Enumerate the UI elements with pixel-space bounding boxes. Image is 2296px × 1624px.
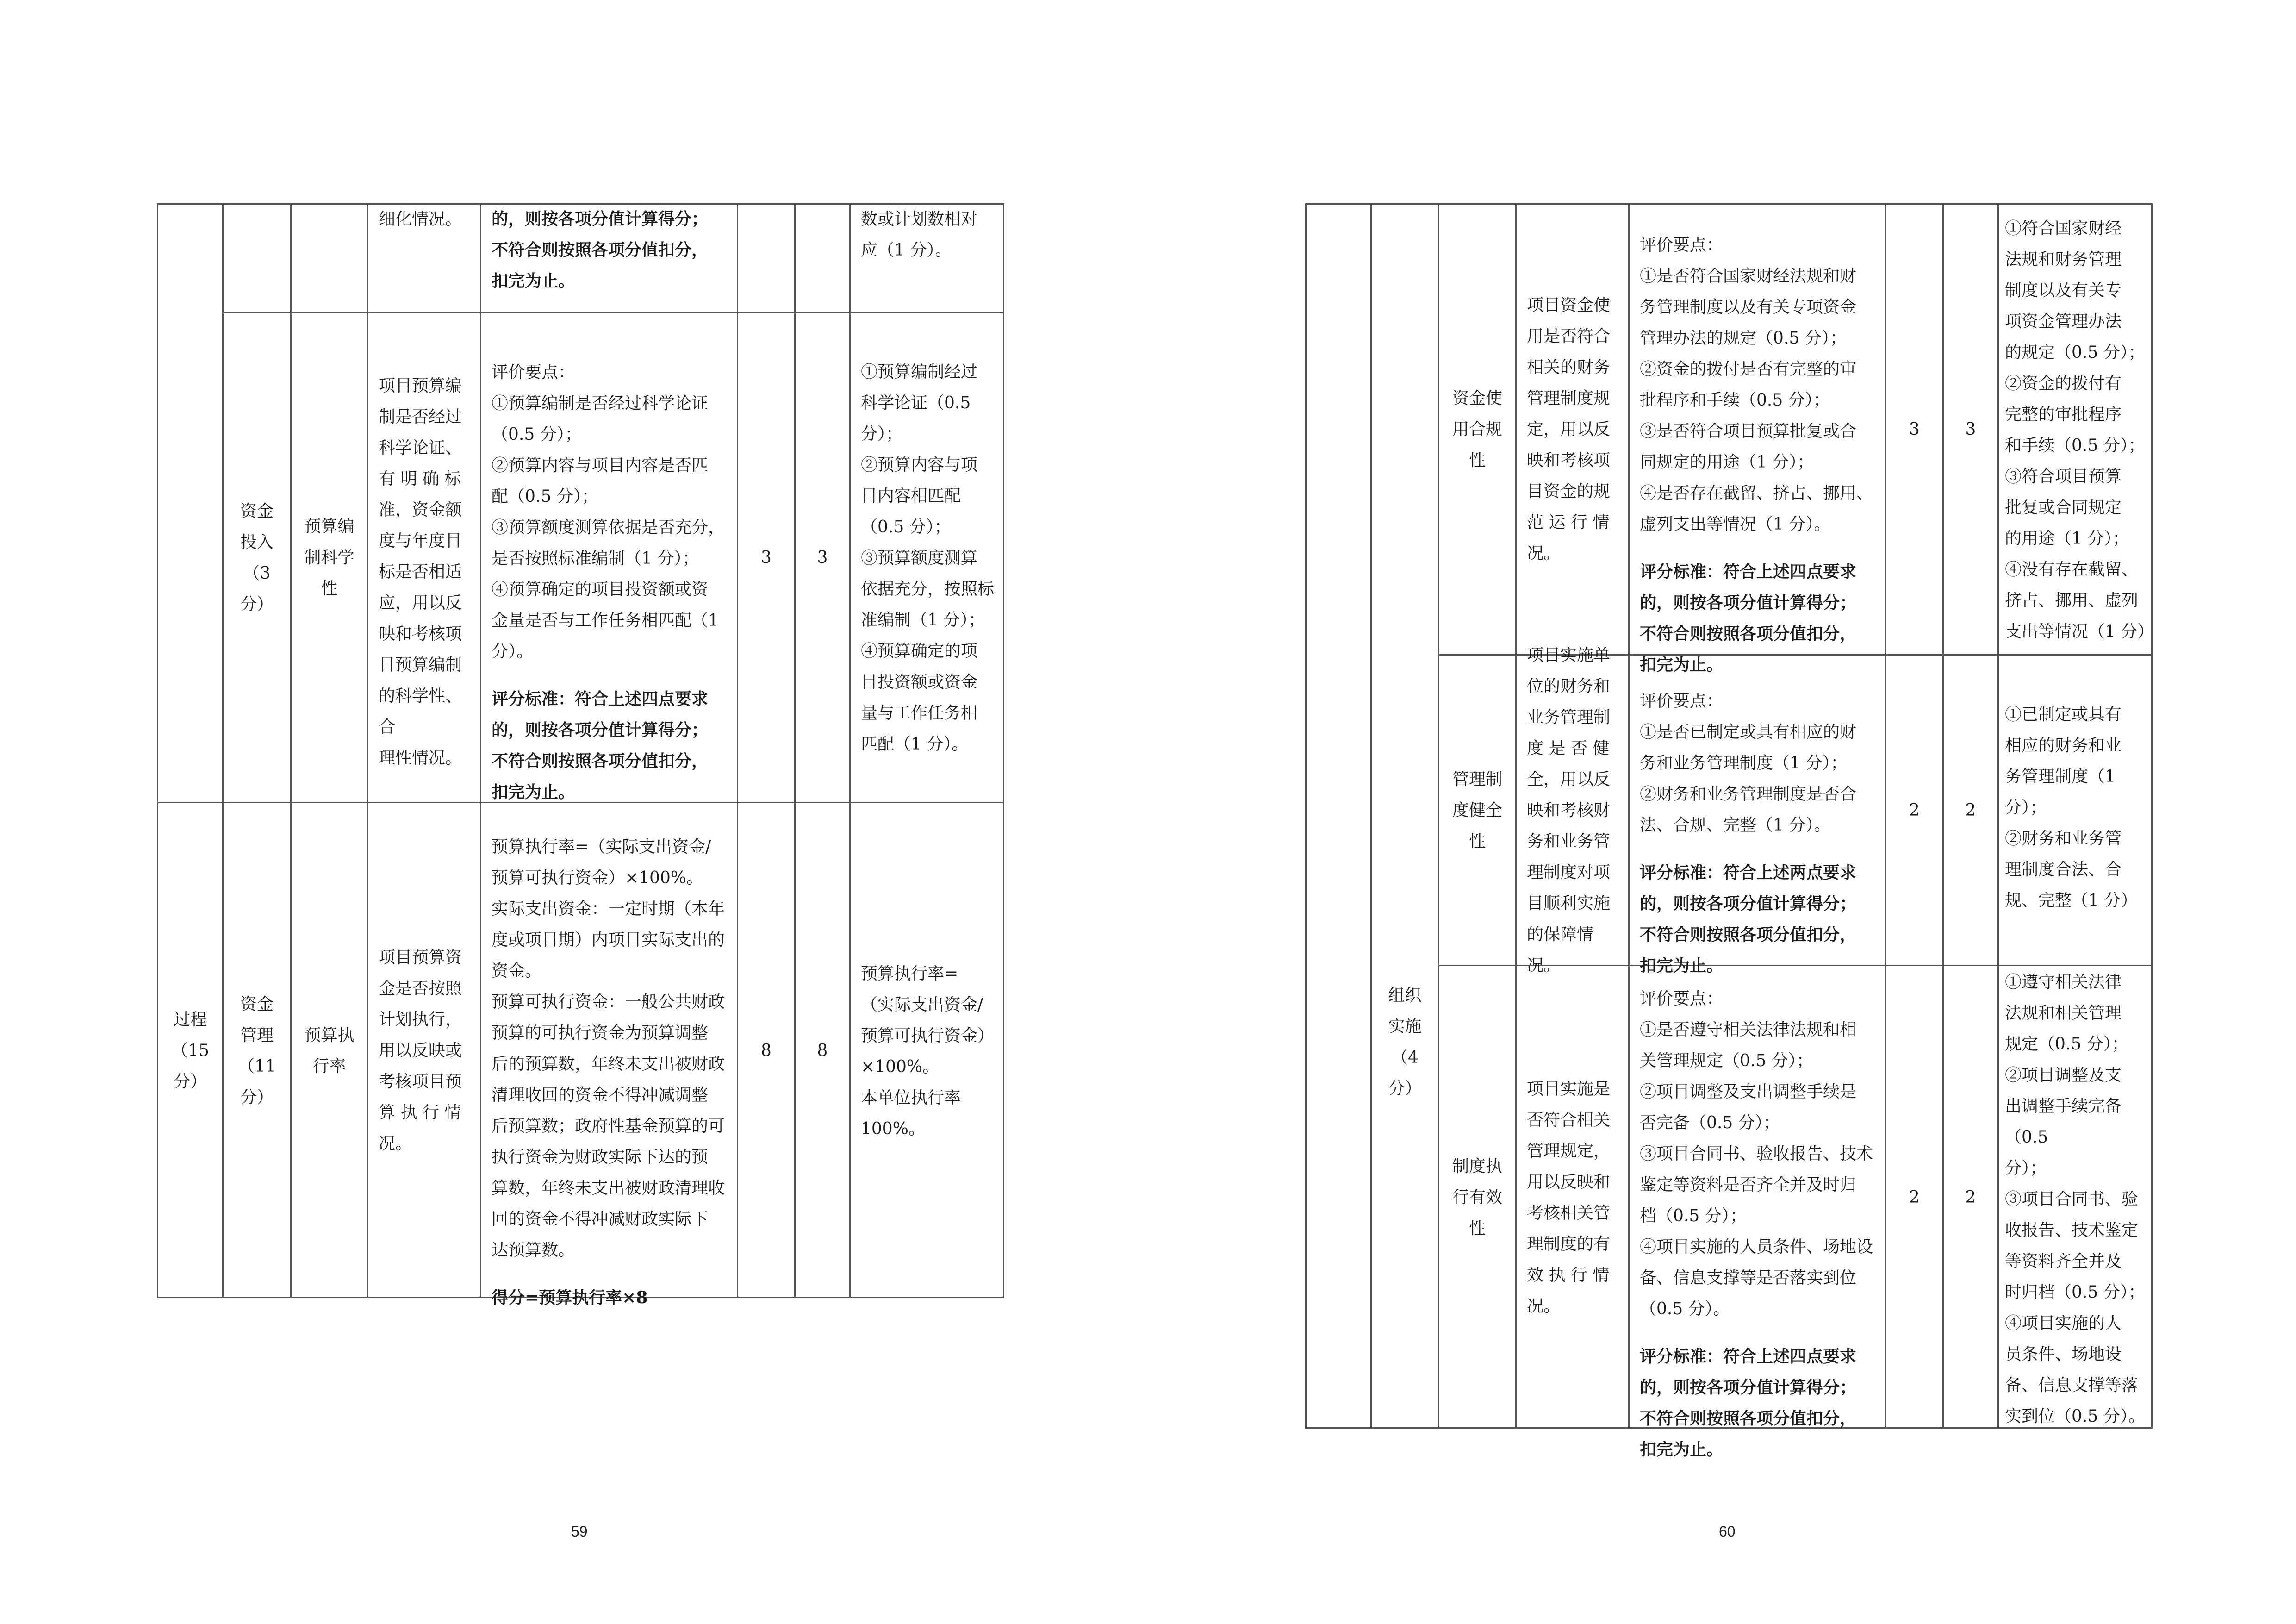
obtained-score: 2 <box>1965 800 1976 820</box>
secondary-indicator-fund-input: 资金 投入 （3 分） <box>240 501 274 614</box>
indicator-description: 项目预算资 金是否按照 计划执行， 用以反映或 考核项目预 算 执 行 情 况。 <box>379 948 462 1153</box>
scoring-standard <box>1640 213 1883 697</box>
full-score: 2 <box>1909 800 1920 820</box>
scoring-rule: 评分标准：符合上述四点要求 的，则按各项分值计算得分； 不符合则按照各项分值扣分， 扣完为止。 <box>1640 562 1857 675</box>
indicator-description: 项目实施是 否符合相关 管理规定， 用以反映和 考核相关管 理制度的有 效 执 行 情 况。 <box>1527 1079 1611 1316</box>
tertiary-indicator-budget-execution: 预算执 行率 <box>304 1025 355 1076</box>
indicator-description: 项目实施单 位的财务和 业务管理制 度 是 否 健 全，用以反 映和考核财 务和业务管 理制度对项 目顺利实施 的保障情况。 <box>1527 645 1611 975</box>
evaluation-points: 评价要点： ①是否已制定或具有相应的财 务和业务管理制度（1 分）； ②财务和业务管理制度是否合 法、合规、完整（1 分）。 <box>1640 692 1857 835</box>
evaluation-points: 评价要点： ①预算编制是否经过科学论证 （0.5 分）； ②预算内容与项目内容是否匹 配（0.5 分）； ③预算额度测算依据是否充分， 是否按照标准编制（1 分）； ④预算确定的项目投资额或资 金量是否与工作任务相匹配（1 分）。 <box>492 363 725 661</box>
scoring-basis: ①符合国家财经 法规和财务管理 制度以及有关专 项资金管理办法 的规定（0.5 分）； ②资金的拨付有 完整的审批程序 和手续（0.5 分）； ③符合项目预算 批复或合同规定 的用途（1 分）； ④没有存在截留、 挤占、挪用、虚列 支出等情况（1 分） <box>2005 219 2154 641</box>
scoring-rule: 评分标准：符合上述四点要求 的，则按各项分值计算得分； 不符合则按照各项分值扣分， 扣完为止。 <box>492 689 709 802</box>
tertiary-indicator-fund-compliance: 资金使 用合规 性 <box>1452 389 1502 470</box>
obtained-score: 2 <box>1965 1188 1976 1207</box>
scoring-standard <box>1640 967 1883 1482</box>
scoring-standard <box>1640 669 1883 998</box>
tertiary-indicator-management-system: 管理制 度健全 性 <box>1452 769 1502 851</box>
full-score: 3 <box>1909 420 1920 439</box>
page-number: 59 <box>571 1523 588 1540</box>
page-60 <box>1148 0 2296 1624</box>
secondary-indicator-fund-management: 资金 管理 （11 分） <box>238 994 276 1107</box>
tertiary-indicator-system-execution: 制度执 行有效 性 <box>1452 1157 1502 1238</box>
fragment-desc: 细化情况。 <box>379 210 462 229</box>
fragment-standard: 的，则按各项分值计算得分； 不符合则按照各项分值扣分， 扣完为止。 <box>492 209 709 291</box>
evaluation-points: 评价要点： ①是否符合国家财经法规和财 务管理制度以及有关专项资金 管理办法的规定（0.5 分）； ②资金的拨付是否有完整的审 批程序和手续（0.5 分）； ③是否符合项目预算批复或合 同规定的用途（1 分）； ④是否存在截留、挤占、挪用、 虚列支出等情况（1 分）。 <box>1640 236 1873 534</box>
evaluation-points: 预算执行率=（实际支出资金/ 预算可执行资金）×100%。 实际支出资金：一定时期（本年 度或项目期）内项目实际支出的 资金。 预算可执行资金：一般公共财政 预算的可执行资金为预算调整 后的预算数，年终未支出被财政 清理收回的资金不得冲减调整 后预算数；政府性基金预算的可 执行资金为财政实际下达的预 算数，年终未支出被财政清理收 回的资金不得冲减财政实际下 达预算数。 <box>492 837 725 1260</box>
evaluation-points: 评价要点： ①是否遵守相关法律法规和相 关管理规定（0.5 分）； ②项目调整及支出调整手续是 否完备（0.5 分）； ③项目合同书、验收报告、技术 鉴定等资料是否齐全并及时归 档（0.5 分）； ④项目实施的人员条件、场地设 备、信息支撑等是否落实到位 （0.5 分）。 <box>1640 989 1873 1318</box>
scoring-basis: 预算执行率= （实际支出资金/ 预算可执行资金） ×100%。 本单位执行率 100%。 <box>861 964 995 1138</box>
primary-indicator-process: 过程 （15 分） <box>171 1010 209 1091</box>
scoring-rule: 评分标准：符合上述两点要求 的，则按各项分值计算得分； 不符合则按照各项分值扣分， 扣完为止。 <box>1640 863 1857 975</box>
scoring-basis: ①预算编制经过 科学论证（0.5 分）； ②预算内容与项 目内容相匹配 （0.5 分）； ③预算额度测算 依据充分，按照标 准编制（1 分）； ④预算确定的项 目投资额或资金 量与工作任务相 匹配（1 分）。 <box>861 362 995 754</box>
scoring-basis: ①已制定或具有 相应的财务和业 务管理制度（1 分）； ②财务和业务管 理制度合法、合 规、完整（1 分） <box>2005 705 2138 910</box>
scoring-rule: 评分标准：符合上述四点要求 的，则按各项分值计算得分； 不符合则按照各项分值扣分， 扣完为止。 <box>1640 1347 1857 1459</box>
page-number: 60 <box>1719 1523 1736 1540</box>
scoring-standard <box>492 815 734 1330</box>
scoring-standard <box>492 340 734 824</box>
scoring-rule: 得分=预算执行率×8 <box>492 1288 648 1307</box>
fragment-basis: 数或计划数相对 应（1 分）。 <box>861 210 978 260</box>
full-score: 3 <box>761 548 772 567</box>
indicator-description: 项目资金使 用是否符合 相关的财务 管理制度规 定，用以反 映和考核项 目资金的规 范 运 行 情 况。 <box>1527 296 1611 563</box>
scoring-basis: ①遵守相关法律 法规和相关管理 规定（0.5 分）； ②项目调整及支 出调整手续完备（0.5 分）； ③项目合同书、验 收报告、技术鉴定 等资料齐全并及 时归档（0.5 分）； ④项目实施的人 员条件、场地设 备、信息支撑等落 实到位（0.5 分）。 <box>2005 973 2145 1426</box>
tertiary-indicator-budget-science: 预算编 制科学 性 <box>304 517 355 598</box>
obtained-score: 8 <box>817 1041 828 1060</box>
indicator-description: 项目预算编 制是否经过 科学论证、 有 明 确 标 准，资金额 度与年度目 标是否相适 应，用以反 映和考核项 目预算编制 的科学性、合 理性情况。 <box>379 376 462 768</box>
obtained-score: 3 <box>817 548 828 567</box>
obtained-score: 3 <box>1965 420 1976 439</box>
secondary-indicator-org-implementation: 组织 实施 （4 分） <box>1388 986 1422 1098</box>
full-score: 8 <box>761 1041 772 1060</box>
full-score: 2 <box>1909 1188 1920 1207</box>
